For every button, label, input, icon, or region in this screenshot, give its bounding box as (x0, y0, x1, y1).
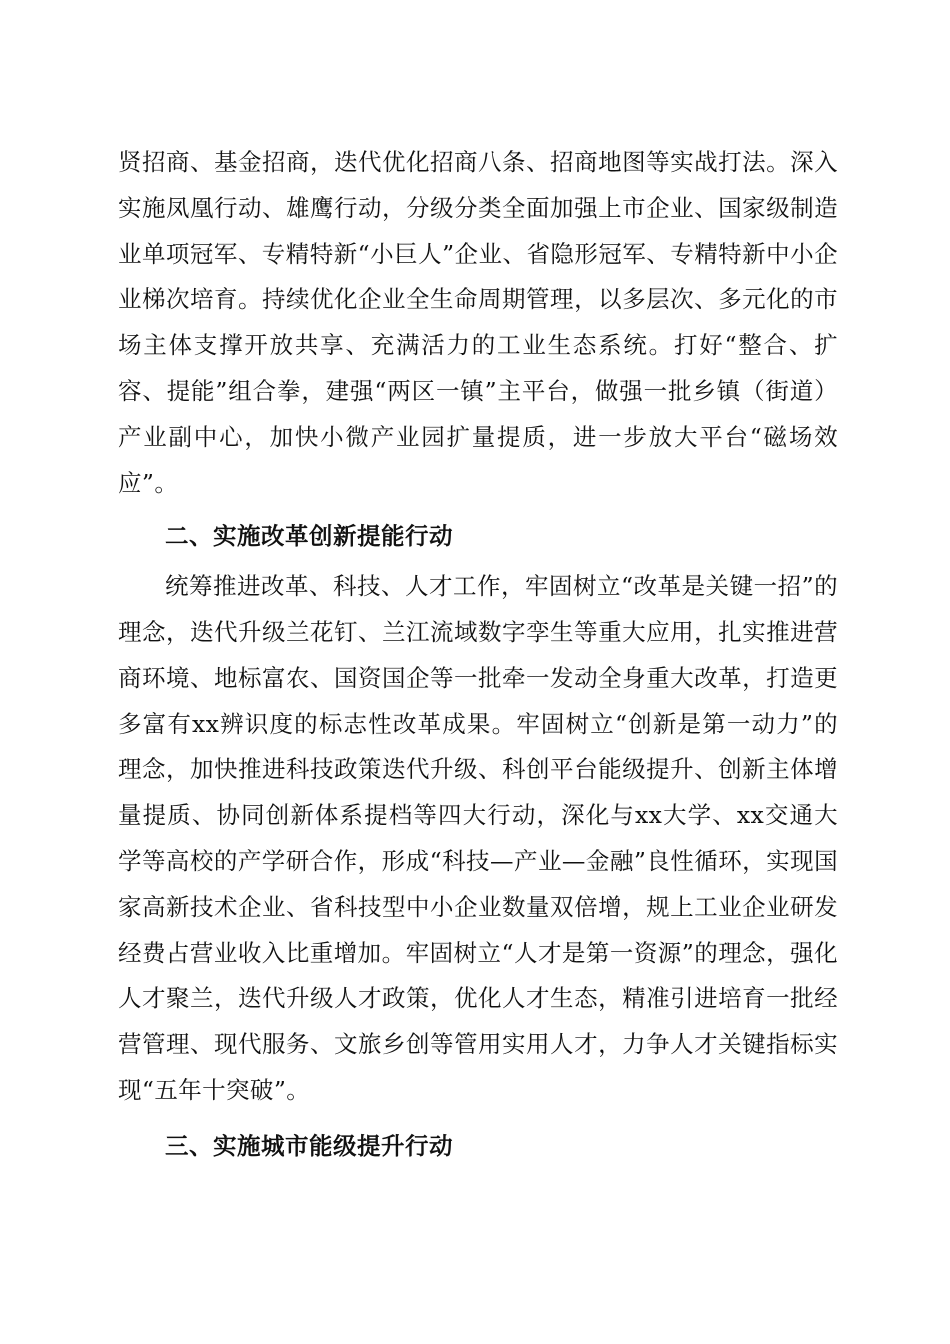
paragraph-section-2: 统筹推进改革、科技、人才工作，牢固树立“改革是关键一招”的理念，迭代升级兰花钉、兰江流域数字孪生等重大应用，扎实推进营商环境、地标富农、国资国企等一批牵一发动全身重大改革，打造更多富有xx辨识度的标志性改革成果。牢固树立“创新是第一动力”的理念，加快推进科技政策迭代升级、科创平台能级提升、创新主体增量提质、协同创新体系提档等四大行动，深化与xx大学、xx交通大学等高校的产学研合作，形成“科技—产业—金融”良性循环，实现国家高新技术企业、省科技型中小企业数量双倍增，规上工业企业研发经费占营业收入比重增加。牢固树立“人才是第一资源”的理念，强化人才聚兰，迭代升级人才政策，优化人才生态，精准引进培育一批经营管理、现代服务、文旅乡创等管用实用人才，力争人才关键指标实现“五年十突破”。 (118, 572, 838, 1104)
section-heading-2: 二、实施改革创新提能行动 (165, 522, 453, 551)
section-heading-3: 三、实施城市能级提升行动 (165, 1131, 453, 1160)
document-body (118, 140, 838, 1170)
paragraph-intro: 贤招商、基金招商，迭代优化招商八条、招商地图等实战打法。深入实施凤凰行动、雄鹰行动，分级分类全面加强上市企业、国家级制造业单项冠军、专精特新“小巨人”企业、省隐形冠军、专精特新中小企业梯次培育。持续优化企业全生命周期管理，以多层次、多元化的市场主体支撑开放共享、充满活力的工业生态系统。打好“整合、扩容、提能”组合拳，建强“两区一镇”主平台，做强一批乡镇（街道）产业副中心，加快小微产业园扩量提质，进一步放大平台“磁场效应”。 (118, 148, 838, 497)
